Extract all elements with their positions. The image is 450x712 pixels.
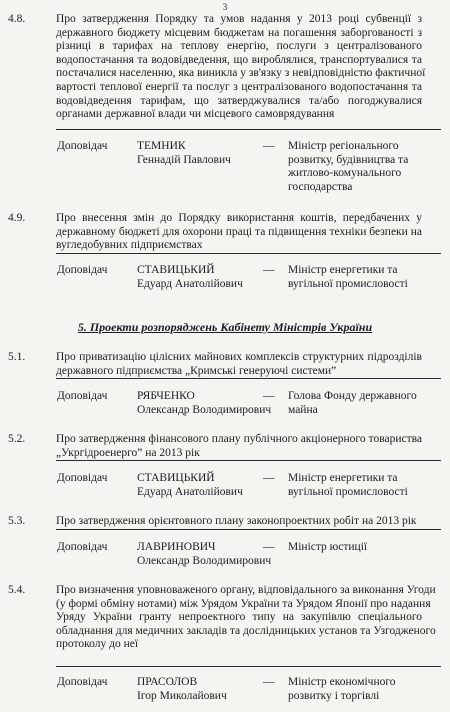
- item-text-line: вугледобувних підприємствах: [56, 239, 203, 252]
- reporter-name-line: Олександр Володимирович: [137, 554, 272, 567]
- reporter-name-line: Едуард Анатолійович: [137, 485, 243, 498]
- reporter-position-line: житлово-комунального: [288, 167, 402, 180]
- item-text-line: Про затвердження Порядку та умов надання у 2013 році субвенції з: [56, 13, 422, 25]
- reporter-name-line: Ігор Миколайович: [137, 689, 227, 702]
- item-text: [56, 212, 422, 253]
- reporter-name-line: Едуард Анатолійович: [137, 277, 243, 290]
- item-number: 5.4.: [8, 584, 26, 596]
- reporter-position-line: Міністр енергетики та: [288, 472, 398, 484]
- item-text-line: Про затвердження орієнтовного плану законопроектних робіт на 2013 рік: [56, 515, 417, 527]
- reporter-position-line: Міністр регіонального: [288, 140, 399, 152]
- item-underline: [56, 666, 441, 667]
- item-text-line: державного бюджету місцевим бюджетам на погашення заборгованості з: [56, 26, 422, 39]
- item-text-line: вартості теплової енергії та послуг з централізованого водопостачання та: [56, 80, 422, 93]
- item-underline: [56, 460, 441, 461]
- item-text-line: державному бюджеті для охорони праці та підвищення техніки безпеки на: [56, 225, 422, 238]
- reporter-name-line: СТАВИЦЬКИЙ: [137, 472, 215, 484]
- reporter-label: Доповідач: [57, 676, 108, 688]
- item-underline: [56, 253, 441, 254]
- item-text: [56, 584, 436, 652]
- reporter-position-line: розвитку і торгівлі: [288, 689, 380, 702]
- reporter-label: Доповідач: [57, 541, 108, 553]
- item-text-line: органами державної влади чи місцевого самоврядування: [56, 108, 335, 121]
- reporter-position-line: Голова Фонду державного: [288, 390, 417, 402]
- item-text-line: Уряду України гранту непроектного типу на закупівлю спеціального: [56, 611, 422, 624]
- item-text: [56, 515, 422, 529]
- reporter-label: Доповідач: [57, 264, 108, 276]
- item-text-line: постачалися населенню, яка виникла у зв'язку з невідповідністю фактичної: [56, 67, 426, 80]
- reporter-name-line: СТАВИЦЬКИЙ: [137, 264, 215, 276]
- item-text-line: різниці в тарифах на теплову енергію, послуги з централізованого: [56, 40, 422, 53]
- reporter-name-line: Геннадій Павлович: [137, 153, 231, 166]
- reporter-dash: —: [263, 472, 275, 484]
- reporter-name: [137, 676, 227, 703]
- reporter-position-line: Міністр економічного: [288, 676, 396, 688]
- reporter-name-line: Олександр Володимирович: [137, 403, 272, 416]
- reporter-name: [137, 541, 271, 568]
- reporter-dash: —: [263, 541, 275, 553]
- reporter-position-line: господарства: [288, 180, 353, 193]
- item-text-line: Про визначення уповноваженого органу, відповідального за виконання Угоди: [56, 584, 436, 596]
- reporter-dash: —: [263, 140, 275, 152]
- reporter-label: Доповідач: [57, 390, 108, 402]
- item-underline: [56, 529, 441, 530]
- reporter-name: [137, 390, 271, 417]
- reporter-name-line: РЯБЧЕНКО: [137, 390, 195, 402]
- reporter-position-line: вугільної промисловості: [288, 277, 408, 290]
- reporter-label: Доповідач: [57, 472, 108, 484]
- reporter-position: [288, 140, 408, 194]
- reporter-position: [288, 541, 367, 555]
- item-text-line: водопостачання та водовідведення, що вироблялися, транспортувалися та: [56, 53, 422, 66]
- reporter-position: [288, 264, 408, 291]
- reporter-label: Доповідач: [57, 140, 108, 152]
- item-text-line: державного підприємства „Кримські генеруючі системи”: [56, 364, 337, 377]
- item-text: [56, 433, 422, 460]
- item-text-line: (у формі обміну нотами) між Урядом України та Урядом Японії про надання: [56, 597, 431, 610]
- reporter-dash: —: [263, 390, 275, 402]
- reporter-name-line: ТЕМНИК: [137, 140, 186, 152]
- reporter-position-line: розвитку, будівництва та: [288, 153, 409, 166]
- item-text-line: Про внесення змін до Порядку використання коштів, передбачених у: [56, 212, 422, 224]
- reporter-position-line: Міністр енергетики та: [288, 264, 398, 276]
- reporter-dash: —: [263, 676, 275, 688]
- reporter-dash: —: [263, 264, 275, 276]
- reporter-position: [288, 390, 417, 417]
- item-text-line: „Укргідроенерго” на 2013 рік: [56, 446, 200, 459]
- item-number: 5.1.: [8, 351, 26, 363]
- item-text-line: Про затвердження фінансового плану публічного акціонерного товариства: [56, 433, 422, 445]
- page-number: 3: [222, 2, 228, 12]
- reporter-name: [137, 472, 243, 499]
- reporter-position-line: Міністр юстиції: [288, 541, 368, 553]
- item-text-line: водовідведення тарифам, що затверджувалися та/або погоджувалися: [56, 94, 422, 107]
- item-number: 5.2.: [8, 433, 26, 445]
- reporter-name-line: ЛАВРИНОВИЧ: [137, 541, 216, 553]
- item-text: [56, 351, 422, 378]
- reporter-name-line: ПРАСОЛОВ: [137, 676, 198, 688]
- reporter-name: [137, 264, 243, 291]
- reporter-position-line: майна: [288, 403, 318, 416]
- reporter-position-line: вугільної промисловості: [288, 485, 408, 498]
- section-heading: [0, 320, 450, 334]
- item-number: 4.9.: [8, 212, 26, 224]
- item-text-line: обладнання для медичних закладів та дослідницьких установ та Узгодженого: [56, 624, 436, 637]
- reporter-name: [137, 140, 231, 167]
- item-text: [56, 13, 426, 122]
- section-title: 5. Проекти розпоряджень Кабінету Міністрів України: [77, 320, 373, 334]
- item-text-line: Про приватизацію цілісних майнових комплексів структурних підрозділів: [56, 351, 422, 363]
- item-underline: [56, 129, 441, 130]
- item-number: 4.8.: [8, 13, 26, 25]
- item-text-line: протоколу до неї: [56, 638, 139, 651]
- reporter-position: [288, 472, 408, 499]
- item-number: 5.3.: [8, 515, 26, 527]
- item-underline: [56, 378, 441, 379]
- reporter-position: [288, 676, 396, 703]
